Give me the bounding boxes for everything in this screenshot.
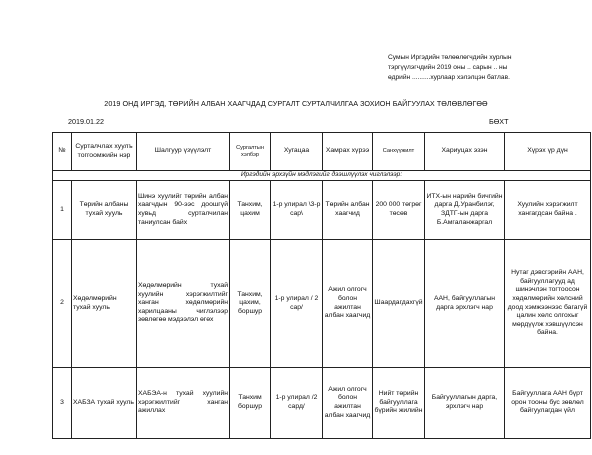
row-audience: Ажил олгогч болон ажилтан албан хаагчид bbox=[324, 385, 371, 419]
document-date: 2019.01.22 bbox=[68, 117, 104, 126]
row-audience-cell bbox=[323, 368, 373, 439]
header-responsible: Хариуцах эзэн bbox=[425, 133, 505, 171]
approval-line-2: тэргүүлэгчдийн 2019 оны .. сарын .. ны bbox=[388, 64, 508, 71]
row-format: Танхим боршур bbox=[230, 368, 271, 439]
subheader-text: Иргэдийн эрхзүйн мэдлэгийг дээшлүүлэх чиглэлээр: bbox=[53, 171, 591, 181]
row-result: Хуулийн хэрэгжилт хангагдсан байна . bbox=[505, 181, 591, 240]
row-target: ХАБЭА-н тухай хуулийн хэрэгжилтийг ханган ажиллах bbox=[137, 368, 230, 439]
row-funding: 200 000 төгрөг төсөв bbox=[373, 181, 425, 240]
row-funding: Шаардагдахгүй bbox=[373, 240, 425, 368]
row-result-cell bbox=[505, 368, 591, 439]
row-audience: Төрийн албан хаагчид bbox=[323, 181, 373, 240]
row-law: Хөдөлмөрийн тухай хууль bbox=[72, 240, 137, 368]
row-responsible: ИТХ-ын нарийн бичгийн дарга Д.Уранбилэг, ЗДТГ-ын дарга Б.Амгаланжаргал bbox=[425, 181, 505, 240]
row-deadline: 1-р улирал / 2 сар/ bbox=[271, 240, 323, 368]
row-result: Нутаг дэвсгэрийн ААН, байгууллагууд ад шинэчлэн тогтоосон хөдөлмөрийн хөлсний доод хэмжээнээс багагүй цалин хөлс олгохыг мөрдүүлж хэвшүүлсэн байна. bbox=[505, 240, 591, 368]
header-no: № bbox=[53, 133, 72, 171]
plan-table bbox=[52, 132, 591, 439]
row-result: Байгууллага ААН бүрт орон тооны бус зөвлөл байгуулагдан үйл bbox=[511, 390, 584, 415]
row-format: Танхим, цахим bbox=[230, 181, 271, 240]
document-title: 2019 ОНД ИРГЭД, ТӨРИЙН АЛБАН ХААГЧДАД СУРГАЛТ СУРТАЛЧИЛГАА ЗОХИОН БАЙГУУЛАХ ТӨЛӨВЛӨГӨӨ bbox=[104, 99, 488, 108]
header-deadline: Хугацаа bbox=[271, 133, 323, 171]
row-no: 3 bbox=[53, 368, 72, 439]
row-audience: Ажил олгогч болон ажилтан албан хаагчид bbox=[323, 240, 373, 368]
table-row bbox=[53, 240, 591, 368]
document-place: БӨХТ bbox=[489, 117, 509, 126]
row-responsible: Байгууллагын дарга, эрхлэгч нар bbox=[425, 368, 505, 439]
row-deadline: 1-р улирал /2 сард/ bbox=[271, 368, 323, 439]
header-audience: Хамрах хүрээ bbox=[323, 133, 373, 171]
header-law: Сурталчлах хуулъ тоггоомжийн нэр bbox=[72, 133, 137, 171]
row-no: 2 bbox=[53, 240, 72, 368]
table-subheader-row bbox=[53, 171, 591, 181]
row-target: Хөдөлмөрийн тухай хуулийн хэрэгжилтийг ханган хөдөлмөрийн харилцааны чиглэлээр зөвлөгөө мэдээлэл өгөх bbox=[137, 240, 230, 368]
row-target: Шинэ хуулийг төрийн албан хаагчдын 90-ээс доошгүй хувьд сурталчилан таниулсан байх bbox=[137, 181, 230, 240]
approval-line-3: өдрийн ..........хурлаар хэлэлцэн батлав. bbox=[388, 74, 510, 81]
row-law: Төрийн албаны тухай хууль bbox=[72, 181, 137, 240]
row-funding: Нийт төрийн байгууллага бүрийн жилийн bbox=[374, 390, 423, 415]
row-law: ХАБЗА тухай хууль bbox=[72, 368, 137, 439]
header-target: Шалгуур үзүүлэлт bbox=[137, 133, 230, 171]
row-deadline: 1-р улирал \3-р сар\ bbox=[271, 181, 323, 240]
header-result: Хүрэх үр дүн bbox=[505, 133, 591, 171]
row-responsible: ААН, байгууллагын дарга эрхлэгч нар bbox=[425, 240, 505, 368]
table-header-row bbox=[53, 133, 591, 171]
table-row bbox=[53, 181, 591, 240]
approval-note bbox=[388, 53, 588, 83]
row-funding-cell bbox=[373, 368, 425, 439]
header-funding: Санхүүжилт bbox=[373, 133, 425, 171]
approval-line-1: Сумын Иргэдийн төлөөлөгчдийн хурлын bbox=[388, 54, 512, 61]
header-format: Сургалтын хэлбэр bbox=[230, 133, 271, 171]
table-row bbox=[53, 368, 591, 439]
row-no: 1 bbox=[53, 181, 72, 240]
row-format: Танхим, цахим, боршур bbox=[230, 240, 271, 368]
